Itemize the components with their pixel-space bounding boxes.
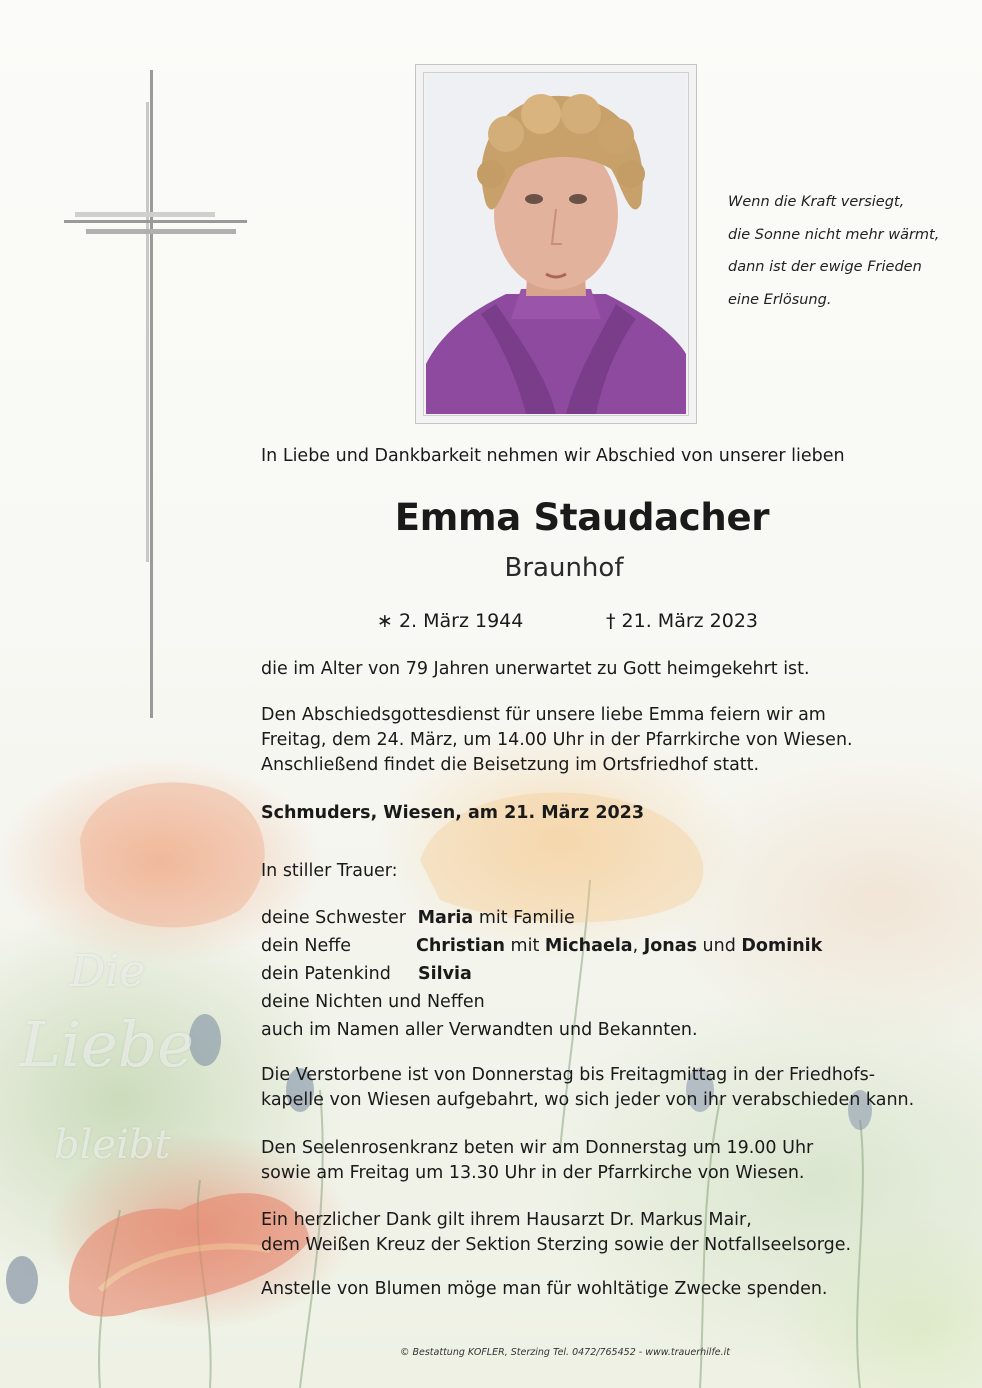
portrait-photo [426, 74, 686, 414]
family-member-name: Dominik [741, 936, 823, 956]
deceased-name: Emma Staudacher [394, 496, 770, 539]
thanks-line: dem Weißen Kreuz der Sektion Sterzing sowie der Notfallseelsorge. [261, 1235, 852, 1255]
funeral-line: Den Abschiedsgottesdienst für unsere liebe Emma feiern wir am [261, 705, 826, 725]
flowers-note: Anstelle von Blumen möge man für wohltätige Zwecke spenden. [261, 1279, 828, 1299]
poem-line: Wenn die Kraft versiegt, [728, 194, 905, 210]
rosary-info [261, 1136, 813, 1186]
family-member-name: Christian [416, 936, 505, 956]
birth-date: ∗ 2. März 1944 [377, 610, 524, 632]
watermark-word: bleibt [54, 1122, 171, 1168]
family-connector: mit [504, 936, 545, 956]
funeral-info [261, 703, 853, 778]
rosary-line: sowie am Freitag um 13.30 Uhr in der Pfarrkirche von Wiesen. [261, 1163, 805, 1183]
footer-credit: © Bestattung KOFLER, Sterzing Tel. 0472/765452 - www.trauerhilfe.it [399, 1347, 731, 1358]
poem-line: eine Erlösung. [728, 291, 832, 308]
poem [728, 186, 939, 316]
mourning-header: In stiller Trauer: [261, 861, 398, 881]
family-member-name: Silvia [418, 964, 472, 984]
thanks-line: Ein herzlicher Dank gilt ihrem Hausarzt Dr. Markus Mair, [261, 1210, 752, 1230]
family-row [261, 988, 698, 1016]
family-member-name: Jonas [643, 936, 697, 956]
death-date: † 21. März 2023 [606, 610, 759, 632]
family-row [261, 904, 698, 932]
funeral-line: Anschließend findet die Beisetzung im Ortsfriedhof statt. [261, 755, 760, 775]
watermark-word: Liebe [20, 1008, 195, 1081]
family-members [416, 932, 822, 960]
family-relation: deine Nichten und Neffen [261, 992, 485, 1012]
family-member-name: Maria [417, 908, 474, 928]
watermark-word: Die [70, 946, 146, 997]
family-relation: dein Patenkind [261, 964, 391, 984]
intro-text: In Liebe und Dankbarkeit nehmen wir Abschied von unserer lieben [261, 446, 845, 466]
family-row [261, 960, 698, 988]
rosary-line: Den Seelenrosenkranz beten wir am Donnerstag um 19.00 Uhr [261, 1138, 814, 1158]
family-connector: und [696, 936, 742, 956]
family-row [261, 1016, 698, 1044]
family-connector: , [632, 936, 644, 956]
laid-out-info [261, 1063, 914, 1113]
funeral-line: Freitag, dem 24. März, um 14.00 Uhr in der Pfarrkirche von Wiesen. [261, 730, 853, 750]
laid-out-line: kapelle von Wiesen aufgebahrt, wo sich jeder von ihr verabschieden kann. [261, 1090, 915, 1110]
family-relation: auch im Namen aller Verwandten und Bekannten. [261, 1020, 698, 1040]
family-relation: deine Schwester [261, 908, 406, 928]
farm-name: Braunhof [504, 553, 624, 583]
family-relation: dein Neffe [261, 936, 352, 956]
age-line: die im Alter von 79 Jahren unerwartet zu Gott heimgekehrt ist. [261, 659, 810, 679]
place-date: Schmuders, Wiesen, am 21. März 2023 [261, 803, 645, 823]
thanks-info [261, 1208, 851, 1258]
family-member-name: Michaela [544, 936, 633, 956]
poem-line: die Sonne nicht mehr wärmt, [728, 226, 940, 243]
laid-out-line: Die Verstorbene ist von Donnerstag bis Freitagmittag in der Friedhofs- [261, 1065, 876, 1085]
poem-line: dann ist der ewige Frieden [728, 259, 922, 275]
family-row [261, 932, 823, 960]
family-list [261, 904, 823, 1044]
family-member-rest: mit Familie [473, 908, 575, 928]
